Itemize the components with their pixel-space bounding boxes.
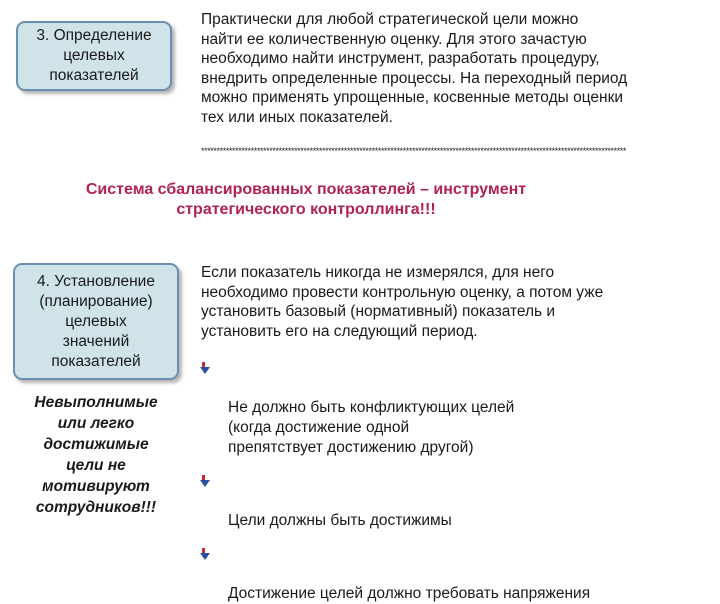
list-item-text: Не должно быть конфликтующих целей (когда достижение одной препятствует достижению другой): [228, 399, 515, 456]
arrow-bullet-icon: [198, 361, 212, 375]
arrow-bullet-icon: [198, 474, 212, 488]
section-4-text: Если показатель никогда не измерялся, для него необходимо провести контрольную оценку, а потом уже установить базовый (нормативный) показатель и установить его на следующий период.: [201, 264, 604, 340]
list-item-text: Цели должны быть достижимы: [228, 512, 452, 529]
bsc-headline: Система сбалансированных показателей – инструмент стратегического контроллинга!!!: [85, 181, 527, 218]
goal-requirements-list: [198, 358, 698, 604]
section-4-label: 4. Установление (планирование) целевых значений показателей: [13, 263, 179, 380]
list-item-text: Достижение целей должно требовать напряжения: [228, 585, 591, 602]
arrow-bullet-icon: [198, 547, 212, 561]
section-3-text: Практически для любой стратегической цели можно найти ее количественную оценку. Для этого зачастую необходимо найти инструмент, разработать процедуру, внедрить определенные процессы. На переходный период можно применять упрощенные, косвенные методы оценки тех или иных показателей.: [201, 11, 628, 126]
section-3-label: 3. Определение целевых показателей: [16, 21, 172, 91]
list-item: [198, 471, 698, 531]
list-item: [198, 358, 698, 458]
list-item: [198, 544, 698, 604]
motivation-note: Невыполнимые или легко достижимые цели не мотивируют сотрудников!!!: [34, 394, 158, 516]
separator-stars: *****************************************************************************************************************************************: [201, 146, 627, 156]
